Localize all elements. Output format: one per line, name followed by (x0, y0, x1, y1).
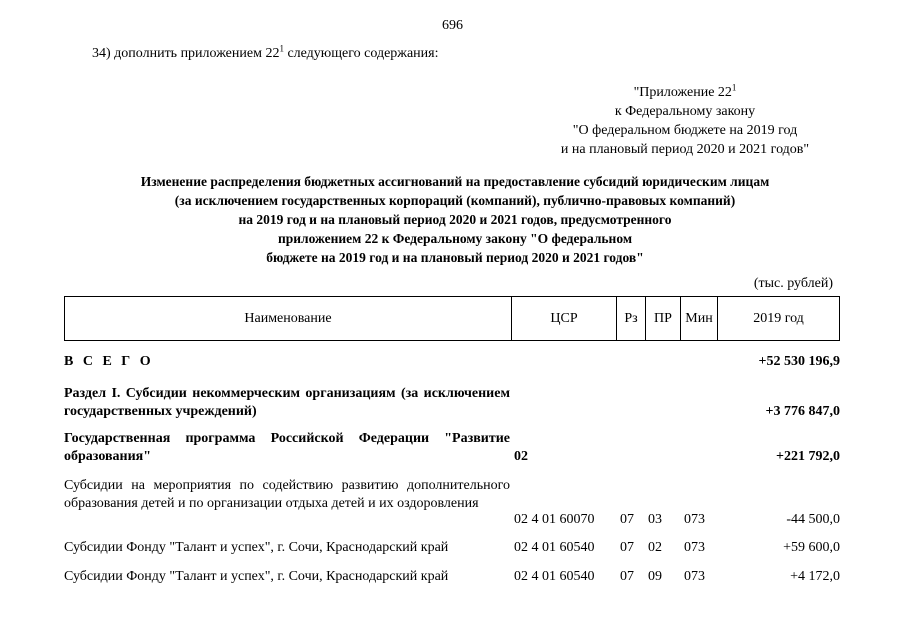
title-line: приложением 22 к Федеральному закону "О федеральном (277, 231, 633, 246)
appendix-line-4: и на плановый период 2020 и 2021 годов" (560, 142, 810, 157)
row-sum: +52 530 196,9 (758, 354, 840, 369)
page-number: 696 (442, 18, 463, 33)
row-name: В С Е Г О (64, 354, 154, 369)
row-name: Государственная программа Российской Федерации "Развитие образования" (64, 431, 510, 464)
row-pr: 02 (648, 540, 662, 555)
row-sum: -44 500,0 (786, 512, 840, 527)
row-sum: +4 172,0 (790, 569, 840, 584)
appendix-line-1: "Приложение $22^1$ (633, 82, 737, 100)
row-pr: 09 (648, 569, 662, 584)
document-title (60, 172, 850, 267)
row-sum: +59 600,0 (783, 540, 840, 555)
row-rz: 07 (620, 569, 634, 584)
row-name: Субсидии на мероприятия по содействию развитию дополнительного образования детей и по организации отдыха детей и их оздоровления (64, 478, 510, 511)
amendment-intro: 34) дополнить приложением $22^1$ следующего содержания: (92, 43, 439, 61)
column-header-pr: ПР (646, 297, 681, 341)
column-header-min: Мин (681, 297, 718, 341)
row-min: 073 (684, 569, 705, 584)
title-line: Изменение распределения бюджетных ассигнований на предоставление субсидий юридическим лицам (140, 174, 770, 189)
column-header-csr: ЦСР (512, 297, 617, 341)
title-line: на 2019 год и на плановый период 2020 и 2021 годов, предусмотренного (238, 212, 672, 227)
table-header (64, 296, 840, 341)
column-header-rz: Рз (617, 297, 646, 341)
row-csr: 02 4 01 60540 (514, 569, 595, 584)
row-name: Субсидии Фонду "Талант и успех", г. Сочи, Краснодарский край (64, 569, 449, 584)
row-sum: +221 792,0 (776, 449, 840, 464)
appendix-line-3: "О федеральном бюджете на 2019 год (572, 123, 798, 138)
row-csr: 02 (514, 449, 528, 464)
title-line: (за исключением государственных корпораций (компаний), публично-правовых компаний) (174, 193, 736, 208)
appendix-header (520, 83, 850, 159)
column-header-name: Наименование (65, 297, 512, 341)
row-rz: 07 (620, 512, 634, 527)
title-line: бюджете на 2019 год и на плановый период 2020 и 2021 годов" (266, 250, 644, 265)
row-name: Субсидии Фонду "Талант и успех", г. Сочи, Краснодарский край (64, 540, 449, 555)
row-csr: 02 4 01 60540 (514, 540, 595, 555)
row-sum: +3 776 847,0 (765, 404, 840, 419)
row-min: 073 (684, 512, 705, 527)
row-min: 073 (684, 540, 705, 555)
row-rz: 07 (620, 540, 634, 555)
row-pr: 03 (648, 512, 662, 527)
units-label: (тыс. рублей) (753, 276, 833, 291)
appendix-line-2: к Федеральному закону (614, 104, 756, 119)
row-name: Раздел I. Субсидии некоммерческим организациям (за исключением государственных учреждений) (64, 386, 510, 419)
row-csr: 02 4 01 60070 (514, 512, 595, 527)
column-header-year: 2019 год (718, 297, 840, 341)
